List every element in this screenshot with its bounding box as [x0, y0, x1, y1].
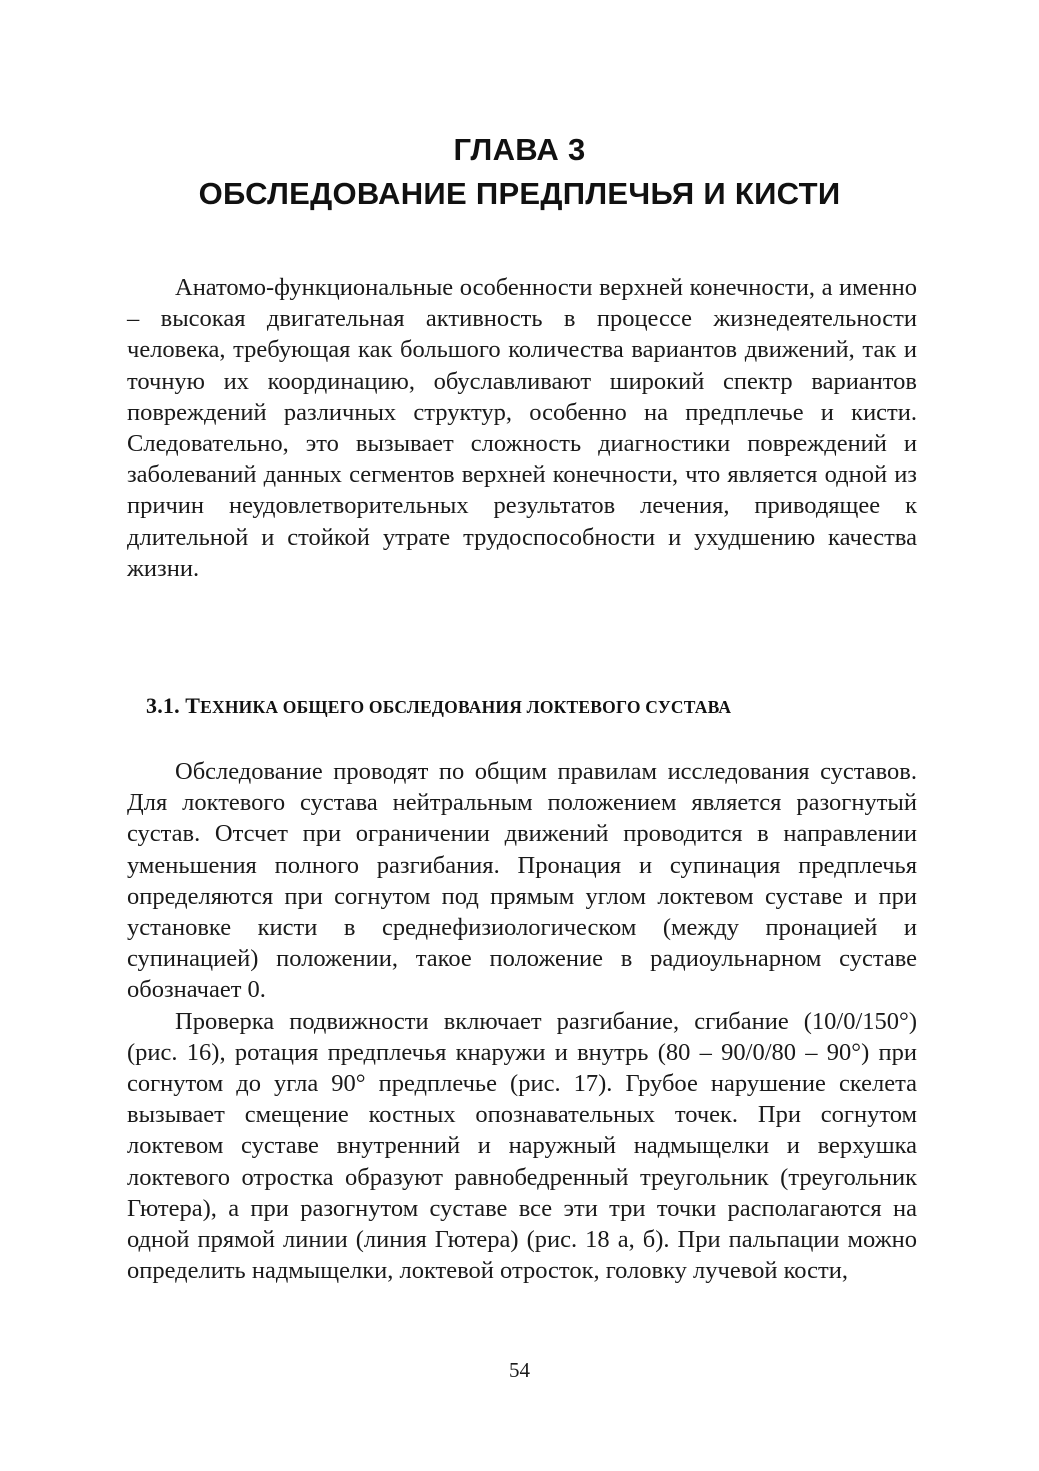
section-number: 3.1.: [146, 693, 180, 718]
paragraph: Проверка подвижности включает разгибание, сгибание (10/0/150°) (рис. 16), ротация предплечья кнаружи и внутрь (80 – 90/0/80 – 90°) при согнутом до угла 90° предплечье (рис. 17). Грубое нарушение скелета вызывает смещение костных опознавательных точек. При согнутом локтевом суставе внутренний и наружный надмыщелки и верхушка локтевого отростка образуют равнобедренный треугольник (треугольник Гютера), а при разогнутом суставе все эти три точки располагаются на одной прямой линии (линия Гютера) (рис. 18 а, б). При пальпации можно определить надмыщелки, локтевой отросток, головку лучевой кости,: [127, 1007, 917, 1285]
intro-text: [127, 272, 917, 584]
chapter-title: [120, 128, 919, 216]
section-body: [127, 756, 917, 1286]
chapter-name: ОБСЛЕДОВАНИЕ ПРЕДПЛЕЧЬЯ И КИСТИ: [198, 176, 841, 211]
section-title-rest: ЕХНИКА ОБЩЕГО ОБСЛЕДОВАНИЯ ЛОКТЕВОГО СУСТАВА: [200, 697, 732, 717]
chapter-number: ГЛАВА 3: [453, 132, 586, 167]
section-heading: [146, 693, 731, 719]
paragraph: Обследование проводят по общим правилам исследования суставов. Для локтевого сустава нейтральным положением является разогнутый сустав. Отсчет при ограничении движений проводится в направлении уменьшения полного разгибания. Пронация и супинация предплечья определяются при согнутом под прямым углом локтевом суставе и при установке кисти в среднефизиологическом (между пронацией и супинацией) положении, такое положение в радиоульнарном суставе обозначает 0.: [127, 758, 917, 1004]
page-number: 54: [509, 1358, 530, 1382]
section-title-initial: Т: [185, 693, 201, 718]
paragraph: Анатомо-функциональные особенности верхней конечности, а именно – высокая двигательная активность в процессе жизнедеятельности человека, требующая как большого количества вариантов движений, так и точную их координацию, обуславливают широкий спектр вариантов повреждений различных структур, особенно на предплечье и кисти. Следовательно, это вызывает сложность диагностики повреждений и заболеваний данных сегментов верхней конечности, что является одной из причин неудовлетворительных результатов лечения, приводящее к длительной и стойкой утрате трудоспособности и ухудшению качества жизни.: [127, 274, 917, 582]
